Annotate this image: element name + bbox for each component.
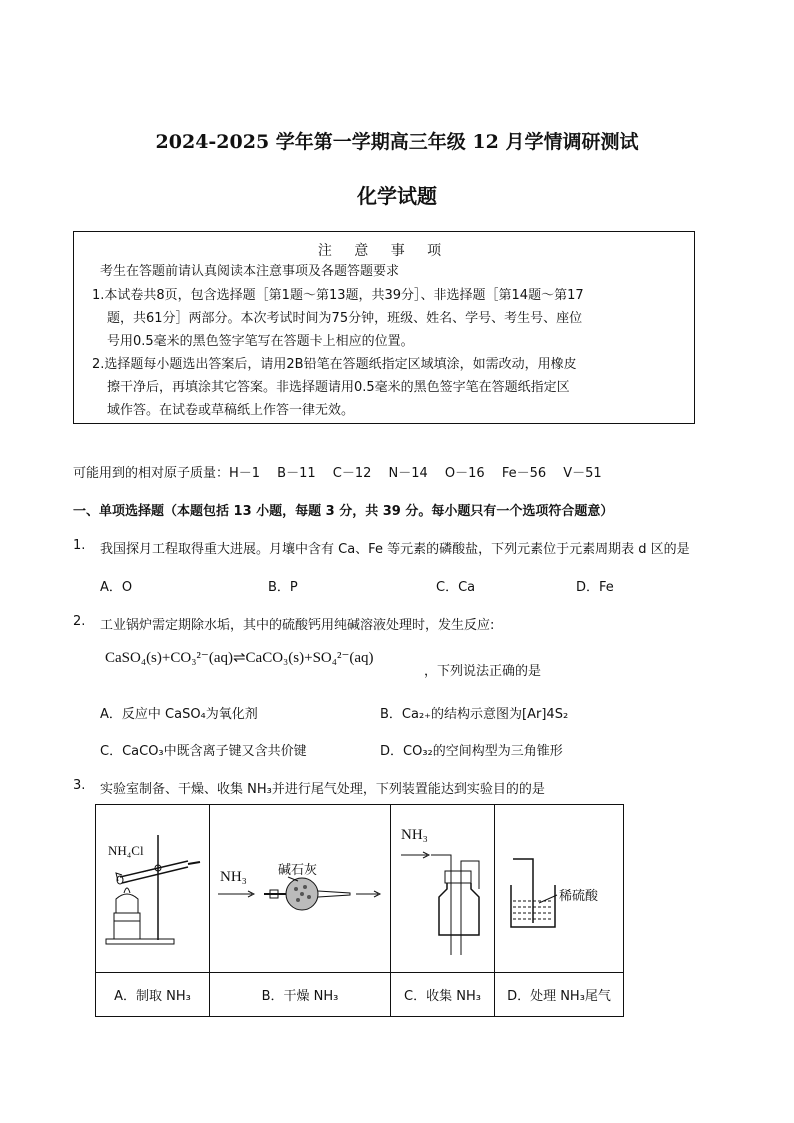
caption-a: A．制取 NH₃: [96, 973, 210, 1017]
q2-stem: 工业锅炉需定期除水垢，其中的硫酸钙用纯碱溶液处理时，发生反应:: [100, 618, 495, 633]
caption-d: D．处理 NH₃尾气: [495, 973, 624, 1017]
apparatus-a: [96, 805, 210, 973]
q2-stem-tail: ，下列说法正确的是: [424, 664, 542, 679]
apparatus-b: [210, 805, 391, 973]
q1-option-b: B．P: [268, 580, 298, 595]
q3-number: 3.: [73, 778, 86, 793]
q2-option-d: D．CO₃₂的空间构型为三角锥形: [380, 744, 563, 759]
drying-tube-figure: [210, 805, 390, 972]
apparatus-d: [495, 805, 624, 973]
gas-collection-bottle-figure: [391, 805, 494, 972]
q1-number: 1.: [73, 538, 86, 553]
atomic-masses: 可能用到的相对原子质量：H－1 B－11 C－12 N－14 O－16 Fe－56 V－51: [73, 466, 602, 481]
heating-apparatus-figure: [96, 805, 209, 972]
exam-title: 2024-2025 学年第一学期高三年级 12 月学情调研测试: [155, 131, 639, 153]
notice-heading: 注 意 事 项: [317, 243, 451, 259]
tail-gas-absorption-figure: [495, 805, 623, 972]
notice-intro: 考生在答题前请认真阅读本注意事项及各题答题要求: [100, 264, 400, 279]
q1-option-c: C．Ca: [436, 580, 476, 595]
q2-option-c: C．CaCO₃中既含离子键又含共价键: [100, 744, 307, 759]
q1-option-a: A．O: [100, 580, 133, 595]
fig-a-label: NH₄Cl: [108, 843, 144, 858]
q3-stem: 实验室制备、干燥、收集 NH₃并进行尾气处理，下列装置能达到实验目的的是: [100, 782, 545, 797]
notice-item2-line3: 域作答。在试卷或草稿纸上作答一律无效。: [107, 403, 355, 418]
fig-c-nh3: NH₃: [401, 827, 428, 843]
notice-item2-line1: 2.选择题每小题选出答案后，请用2B铅笔在答题纸指定区域填涂，如需改动，用橡皮: [92, 357, 577, 372]
notice-item2-line2: 擦干净后，再填涂其它答案。非选择题请用0.5毫米的黑色签字笔在答题纸指定区: [107, 380, 570, 395]
q2-equation: CaSO₄(s)+CO₃²⁻(aq)⇌CaCO₃(s)+SO₄²⁻(aq): [105, 650, 374, 666]
fig-b-label: 碱石灰: [278, 863, 318, 878]
caption-c: C．收集 NH₃: [391, 973, 495, 1017]
notice-box: [73, 231, 695, 424]
q1-stem: 我国探月工程取得重大进展。月壤中含有 Ca、Fe 等元素的磷酸盐，下列元素位于元素周期表 d 区的是: [100, 542, 690, 557]
apparatus-c: [391, 805, 495, 973]
q1-option-d: D．Fe: [576, 580, 614, 595]
notice-item1-line2: 题，共61分］两部分。本次考试时间为75分钟，班级、姓名、学号、考生号、座位: [107, 311, 583, 326]
q2-option-a: A．反应中 CaSO₄为氧化剂: [100, 707, 258, 722]
fig-b-nh3: NH₃: [220, 869, 247, 885]
apparatus-table: [95, 804, 624, 1017]
subject-title: 化学试题: [357, 184, 437, 208]
notice-item1-line3: 号用0.5毫米的黑色签字笔写在答题卡上相应的位置。: [107, 334, 414, 349]
q2-number: 2.: [73, 614, 86, 629]
caption-b: B．干燥 NH₃: [210, 973, 391, 1017]
fig-d-label: 稀硫酸: [559, 889, 599, 904]
q2-option-b: B．Ca₂₊的结构示意图为[Ar]4S₂: [380, 707, 569, 722]
section-heading: 一、单项选择题（本题包括 13 小题，每题 3 分，共 39 分。每小题只有一个选项符合题意）: [73, 504, 614, 519]
notice-item1-line1: 1.本试卷共8页，包含选择题［第1题～第13题，共39分］、非选择题［第14题～第17: [92, 288, 584, 303]
